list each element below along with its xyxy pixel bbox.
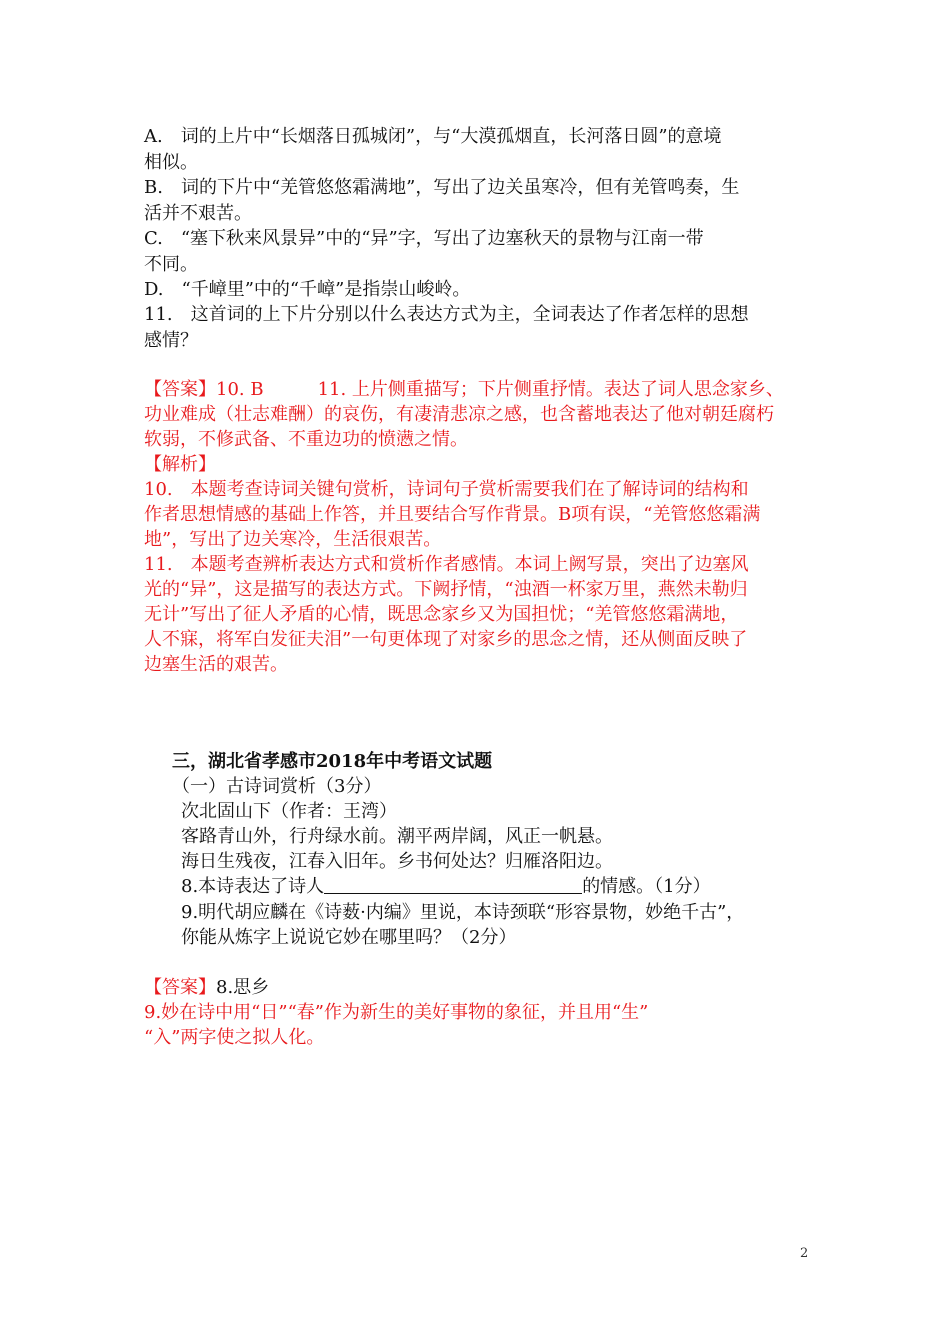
analysis-line4: 11. 本题考查辨析表达方式和赏析作者感情。本词上阙写景，突出了边塞风	[144, 554, 749, 575]
section-heading: 三，湖北省孝感市2018年中考语文试题	[172, 751, 493, 772]
question-11-line2: 感情？	[144, 330, 198, 351]
answer2-label: 【答案】	[144, 977, 216, 998]
analysis-line6: 无计”写出了征人矛盾的心情，既思念家乡又为国担忧；“羌管悠悠霜满地，	[144, 604, 739, 625]
poem-title: 次北固山下（作者：王湾）	[181, 801, 397, 822]
option-b-line2: 活并不艰苦。	[144, 203, 252, 224]
option-a-line1: A. 词的上片中“长烟落日孤城闭”，与“大漠孤烟直，长河落日圆”的意境	[144, 126, 722, 147]
question-8	[181, 874, 711, 900]
answer-line3: 软弱，不修武备、不重边功的愤懑之情。	[144, 429, 468, 450]
answer-line1: 【答案】10. B 11. 上片侧重描写；下片侧重抒情。表达了词人思念家乡、	[144, 379, 784, 400]
analysis-line8: 边塞生活的艰苦。	[144, 654, 288, 675]
analysis-line3: 地”，写出了边关寒冷，生活很艰苦。	[144, 529, 442, 550]
analysis-label: 【解析】	[144, 454, 216, 475]
question-9-line2: 你能从炼字上说说它妙在哪里吗？（2分）	[181, 927, 517, 948]
answer-line2: 功业难成（壮志难酬）的哀伤，有凄清悲凉之感，也含蓄地表达了他对朝廷腐朽	[144, 404, 774, 425]
answer2-line1	[144, 975, 269, 1001]
option-c-line2: 不同。	[144, 254, 198, 275]
question-8-suffix: 的情感。（1分）	[582, 876, 711, 897]
poem-line2: 海日生残夜，江春入旧年。乡书何处达？归雁洛阳边。	[181, 851, 613, 872]
option-a-line2: 相似。	[144, 152, 198, 173]
answer2-9-line2: “入”两字使之拟人化。	[144, 1027, 325, 1048]
analysis-line1: 10. 本题考查诗词关键句赏析，诗词句子赏析需要我们在了解诗词的结构和	[144, 479, 749, 500]
answer2-9-line1: 9.妙在诗中用“日”“春”作为新生的美好事物的象征，并且用“生”	[144, 1002, 649, 1023]
question-11-line1: 11. 这首词的上下片分别以什么表达方式为主，全词表达了作者怎样的思想	[144, 304, 749, 325]
analysis-line5: 光的“异”，这是描写的表达方式。下阙抒情，“浊酒一杯家万里，燕然未勒归	[144, 579, 748, 600]
page-number: 2	[800, 1246, 809, 1261]
question-8-prefix: 8.本诗表达了诗人	[181, 876, 325, 897]
answer-blank	[324, 875, 582, 894]
option-d: D. “千嶂里”中的“千嶂”是指崇山峻岭。	[144, 279, 471, 300]
option-c-line1: C. “塞下秋来风景异”中的“异”字，写出了边塞秋天的景物与江南一带	[144, 228, 704, 249]
analysis-line2: 作者思想情感的基础上作答，并且要结合写作背景。B项有误，“羌管悠悠霜满	[144, 504, 761, 525]
analysis-line7: 人不寐，将军白发征夫泪”一句更体现了对家乡的思念之情，还从侧面反映了	[144, 629, 748, 650]
answer2-8: 8.思乡	[216, 977, 270, 998]
question-9-line1: 9.明代胡应麟在《诗薮·内编》里说，本诗颈联“形容景物，妙绝千古”，	[181, 902, 745, 923]
option-b-line1: B. 词的下片中“羌管悠悠霜满地”，写出了边关虽寒冷，但有羌管鸣奏，生	[144, 177, 740, 198]
poem-line1: 客路青山外，行舟绿水前。潮平两岸阔，风正一帆悬。	[181, 826, 613, 847]
poem-section-title: （一）古诗词赏析（3分）	[172, 776, 382, 797]
